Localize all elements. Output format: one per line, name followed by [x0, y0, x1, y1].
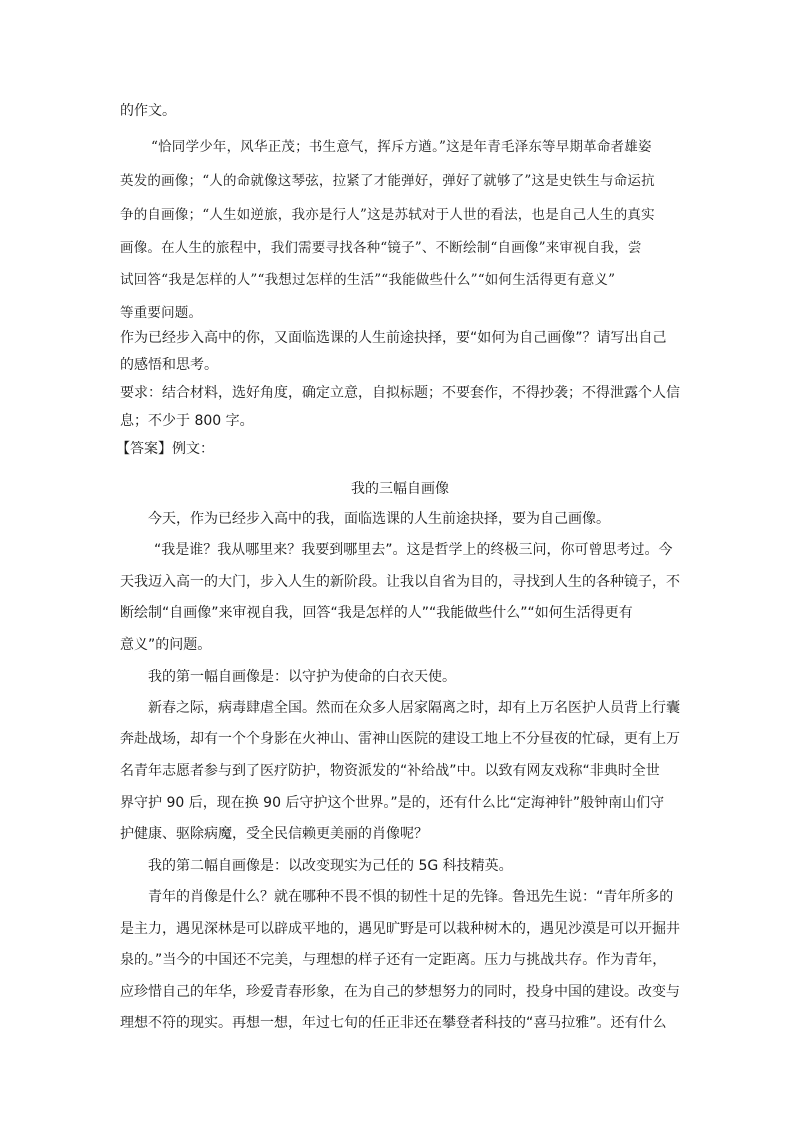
essay-paragraph-line: 理想不符的现实。再想一想，年过七旬的任正非还在攀登者科技的“喜马拉雅”。还有什么 [120, 1015, 667, 1031]
essay-paragraph-line: 今天，作为已经步入高中的我，面临选课的人生前途抉择，要为自己画像。 [148, 511, 610, 527]
essay-paragraph-line: 我的第二幅自画像是：以改变现实为己任的 5G 科技精英。 [148, 858, 513, 874]
essay-title: 我的三幅自画像 [351, 481, 449, 497]
essay-paragraph-line: 界守护 90 后，现在换 90 后守护这个世界。”是的，还有什么比“定海神针”般钟南山们守 [120, 795, 665, 811]
prompt-intro-line: 的作文。 [120, 103, 176, 119]
essay-paragraph-line: 断绘制“自画像”来审视自我，回答“我是怎样的人”“我能做些什么”“如何生活得更有 [120, 605, 633, 621]
material-line-6: 等重要问题。 [120, 305, 203, 321]
essay-paragraph-line: 青年的肖像是什么？就在哪种不畏不惧的韧性十足的先锋。鲁迅先生说：“青年所多的 [148, 889, 674, 905]
essay-paragraph-line: 奔赴战场，却有一个个身影在火神山、雷神山医院的建设工地上不分昼夜的忙碌，更有上万 [120, 731, 680, 747]
essay-paragraph-line: 护健康、驱除病魔，受全民信赖更美丽的肖像呢？ [120, 826, 428, 842]
essay-paragraph-line: 新春之际，病毒肆虐全国。然而在众多人居家隔离之时，却有上万名医护人员背上行囊 [148, 700, 680, 716]
material-line-5: 试回答“我是怎样的人”“我想过怎样的生活”“我能做些什么”“如何生活得更有意义” [120, 272, 616, 288]
material-line-2: 英发的画像；“人的命就像这琴弦，拉紧了才能弹好，弹好了就够了”这是史铁生与命运抗 [120, 173, 655, 189]
essay-paragraph-line: 我的第一幅自画像是：以守护为使命的白衣天使。 [148, 669, 456, 685]
essay-paragraph-line: 意义”的问题。 [120, 637, 212, 653]
essay-paragraph-line: 是主力，遇见深林是可以辟成平地的，遇见旷野是可以栽种树木的，遇见沙漠是可以开掘井 [120, 921, 680, 937]
essay-paragraph-line: “我是谁？我从哪里来？我要到哪里去”。这是哲学上的终极三问，你可曾思考过。今 [154, 542, 673, 558]
requirements-line-1: 要求：结合材料，选好角度，确定立意，自拟标题；不要套作，不得抄袭；不得泄露个人信 [120, 385, 680, 401]
essay-paragraph-line: 名青年志愿者参与到了医疗防护，物资派发的“补给战”中。以致有网友戏称“非典时全世 [120, 763, 660, 779]
material-line-3: 争的自画像；“人生如逆旅，我亦是行人”这是苏轼对于人世的看法，也是自己人生的真实 [120, 207, 655, 223]
task-line-1: 作为已经步入高中的你，又面临选课的人生前途抉择，要“如何为自己画像”？请写出自己 [120, 330, 667, 346]
essay-paragraph-line: 泉的。”当今的中国还不完美，与理想的样子还有一定距离。压力与挑战共存。作为青年， [120, 952, 667, 968]
essay-paragraph-line: 天我迈入高一的大门，步入人生的新阶段。让我以自省为目的，寻找到人生的各种镜子，不 [120, 574, 680, 590]
answer-label: 【答案】例文： [116, 441, 214, 457]
material-line-1: “恰同学少年，风华正茂；书生意气，挥斥方遒。”这是年青毛泽东等早期革命者雄姿 [151, 139, 652, 155]
essay-paragraph-line: 应珍惜自己的年华，珍爱青春形象，在为自己的梦想努力的同时，投身中国的建设。改变与 [120, 984, 680, 1000]
requirements-line-2: 息；不少于 800 字。 [120, 413, 254, 429]
task-line-2: 的感悟和思考。 [120, 357, 218, 373]
material-line-4: 画像。在人生的旅程中，我们需要寻找各种“镜子”、不断绘制“自画像”来审视自我，尝 [120, 240, 642, 256]
